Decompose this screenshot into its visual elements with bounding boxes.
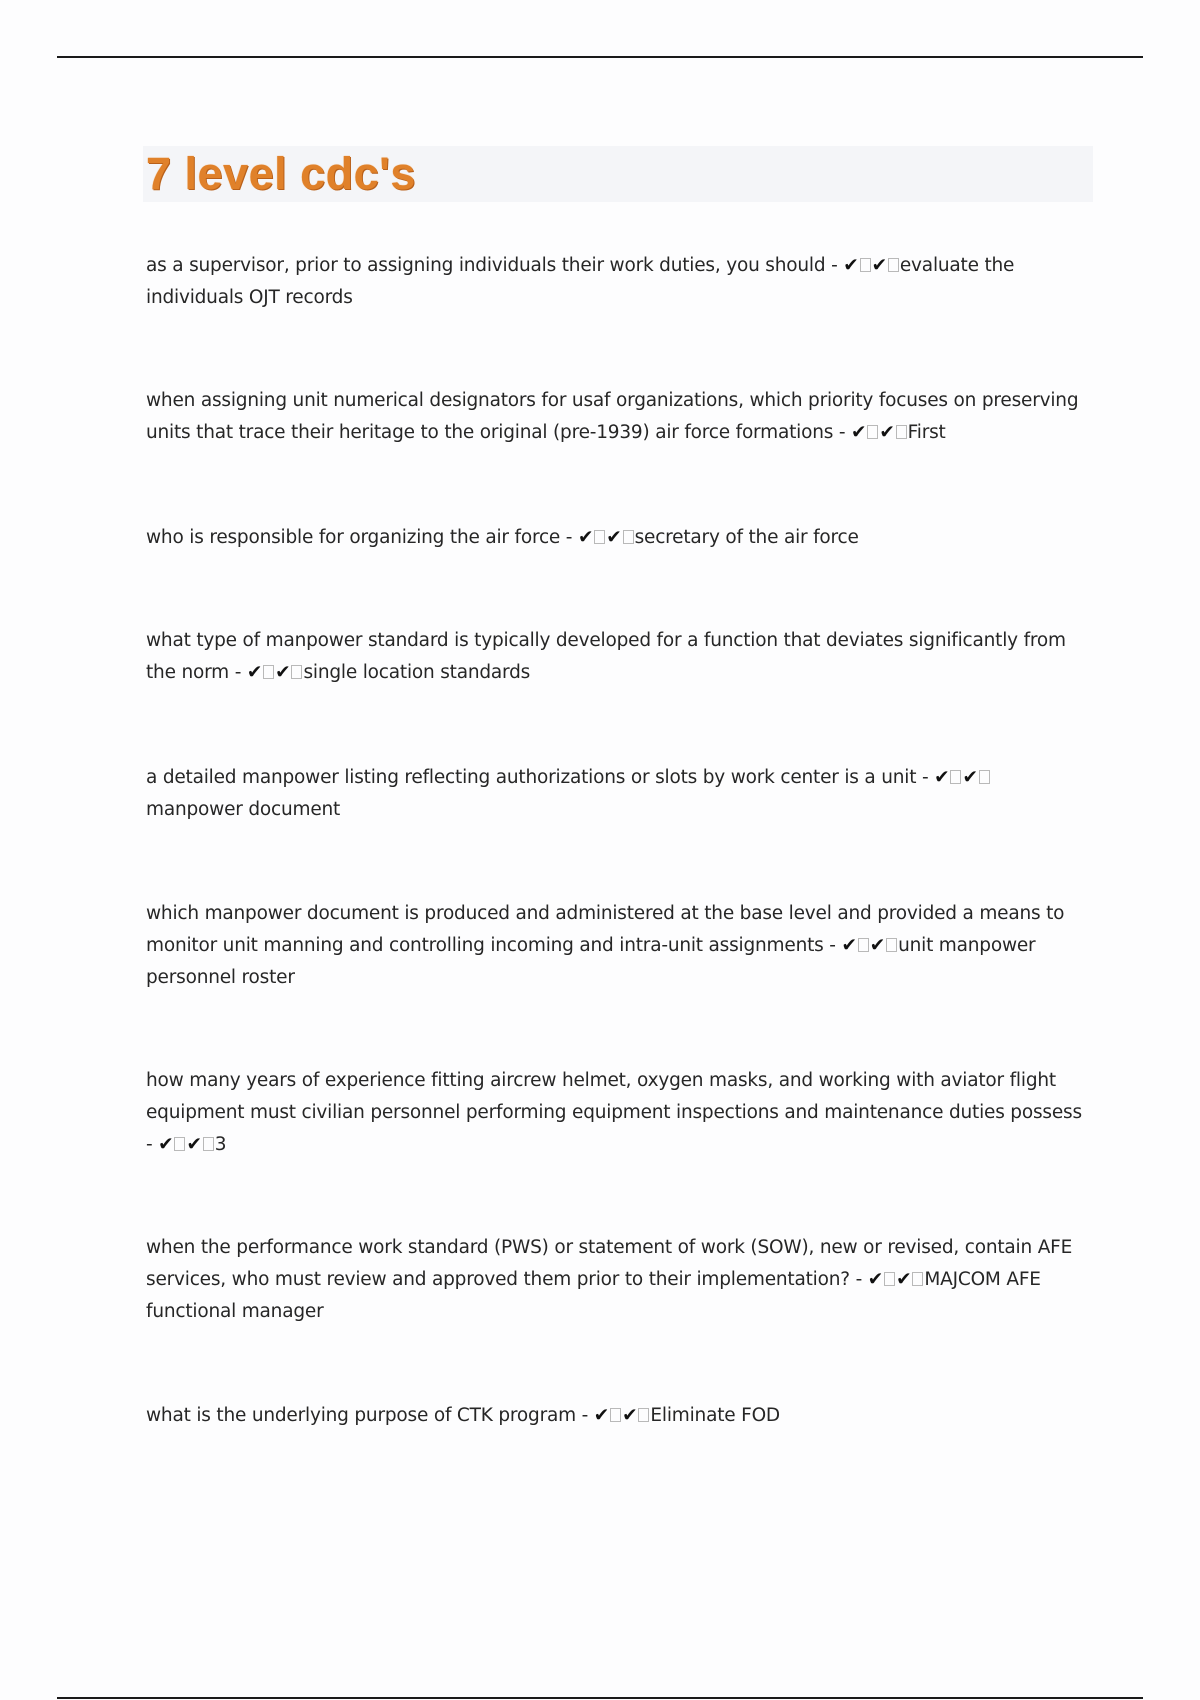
header-rule	[57, 56, 1143, 58]
missing-glyph-icon	[950, 770, 961, 784]
flashcard-5	[146, 762, 1086, 826]
separator: -	[855, 1269, 863, 1290]
separator: -	[234, 662, 242, 683]
missing-glyph-icon	[623, 530, 634, 544]
question-text: what type of manpower standard is typically developed for a function that deviates significantly from the norm	[146, 630, 1066, 683]
missing-glyph-icon	[291, 665, 302, 679]
check-mark-icon: ✔	[186, 1134, 202, 1155]
flashcard-1	[146, 250, 1086, 314]
check-mark-icon: ✔	[246, 662, 263, 683]
question-text: as a supervisor, prior to assigning individuals their work duties, you should	[146, 255, 826, 276]
missing-glyph-icon	[979, 770, 990, 784]
missing-glyph-icon	[610, 1408, 621, 1422]
separator: -	[581, 1405, 589, 1426]
page-title: 7 level cdc's	[146, 148, 416, 199]
check-mark-icon: ✔	[158, 1134, 174, 1155]
missing-glyph-icon	[896, 425, 907, 439]
check-mark-icon: ✔	[843, 255, 859, 276]
answer-text: 3	[214, 1134, 227, 1155]
separator: -	[831, 255, 838, 276]
flashcard-8	[146, 1232, 1086, 1328]
flashcard-3	[146, 522, 1086, 554]
check-mark-icon: ✔	[869, 935, 886, 956]
answer-text: unit manpower personnel roster	[146, 935, 1036, 988]
missing-glyph-icon	[912, 1272, 923, 1286]
flashcard-6	[146, 898, 1086, 994]
flashcard-2	[146, 385, 1086, 449]
check-mark-icon: ✔	[593, 1405, 610, 1426]
separator: -	[829, 935, 836, 956]
answer-text: manpower document	[146, 799, 341, 820]
question-text: which manpower document is produced and administered at the base level and provided a means to monitor unit manning and controlling incoming and intra-unit assignments	[146, 903, 1065, 956]
separator: -	[838, 422, 846, 443]
answer-text: Eliminate FOD	[650, 1405, 780, 1426]
missing-glyph-icon	[888, 258, 899, 272]
check-mark-icon: ✔	[871, 255, 887, 276]
footer-rule	[57, 1697, 1143, 1699]
check-mark-icon: ✔	[962, 767, 978, 788]
check-mark-icon: ✔	[577, 527, 594, 548]
check-mark-icon: ✔	[622, 1405, 638, 1426]
missing-glyph-icon	[860, 258, 871, 272]
missing-glyph-icon	[858, 938, 869, 952]
question-text: when the performance work standard (PWS) or statement of work (SOW), new or revised, contain AFE services, who must review and approved them prior to their implementation?	[146, 1237, 1073, 1290]
missing-glyph-icon	[263, 665, 274, 679]
check-mark-icon: ✔	[841, 935, 857, 956]
flashcard-9	[146, 1400, 1086, 1432]
missing-glyph-icon	[867, 425, 878, 439]
question-text: who is responsible for organizing the air force	[146, 527, 561, 548]
check-mark-icon: ✔	[879, 422, 895, 443]
question-text: a detailed manpower listing reflecting authorizations or slots by work center is a unit	[146, 767, 917, 788]
check-mark-icon: ✔	[851, 422, 867, 443]
missing-glyph-icon	[884, 1272, 895, 1286]
answer-text: MAJCOM AFE functional manager	[146, 1269, 1041, 1322]
missing-glyph-icon	[174, 1137, 185, 1151]
question-text: when assigning unit numerical designators for usaf organizations, which priority focuses on preserving units that trace their heritage to the original (pre-1939) air force formations	[146, 390, 1079, 443]
separator: -	[146, 1134, 153, 1155]
separator: -	[921, 767, 929, 788]
question-text: how many years of experience fitting aircrew helmet, oxygen masks, and working with aviator flight equipment must civilian personnel performing equipment inspections and maintenance duties possess	[146, 1070, 1082, 1123]
check-mark-icon: ✔	[867, 1269, 884, 1290]
missing-glyph-icon	[203, 1137, 214, 1151]
question-text: what is the underlying purpose of CTK program	[146, 1405, 576, 1426]
separator: -	[565, 527, 573, 548]
answer-text: First	[907, 422, 946, 443]
check-mark-icon: ✔	[896, 1269, 912, 1290]
answer-text: evaluate the individuals OJT records	[146, 255, 1015, 308]
check-mark-icon: ✔	[275, 662, 291, 683]
answer-text: secretary of the air force	[634, 527, 859, 548]
check-mark-icon: ✔	[606, 527, 622, 548]
flashcard-4	[146, 625, 1086, 689]
check-mark-icon: ✔	[934, 767, 950, 788]
answer-text: single location standards	[303, 662, 531, 683]
missing-glyph-icon	[638, 1408, 649, 1422]
flashcard-7	[146, 1065, 1086, 1161]
missing-glyph-icon	[886, 938, 897, 952]
missing-glyph-icon	[594, 530, 605, 544]
